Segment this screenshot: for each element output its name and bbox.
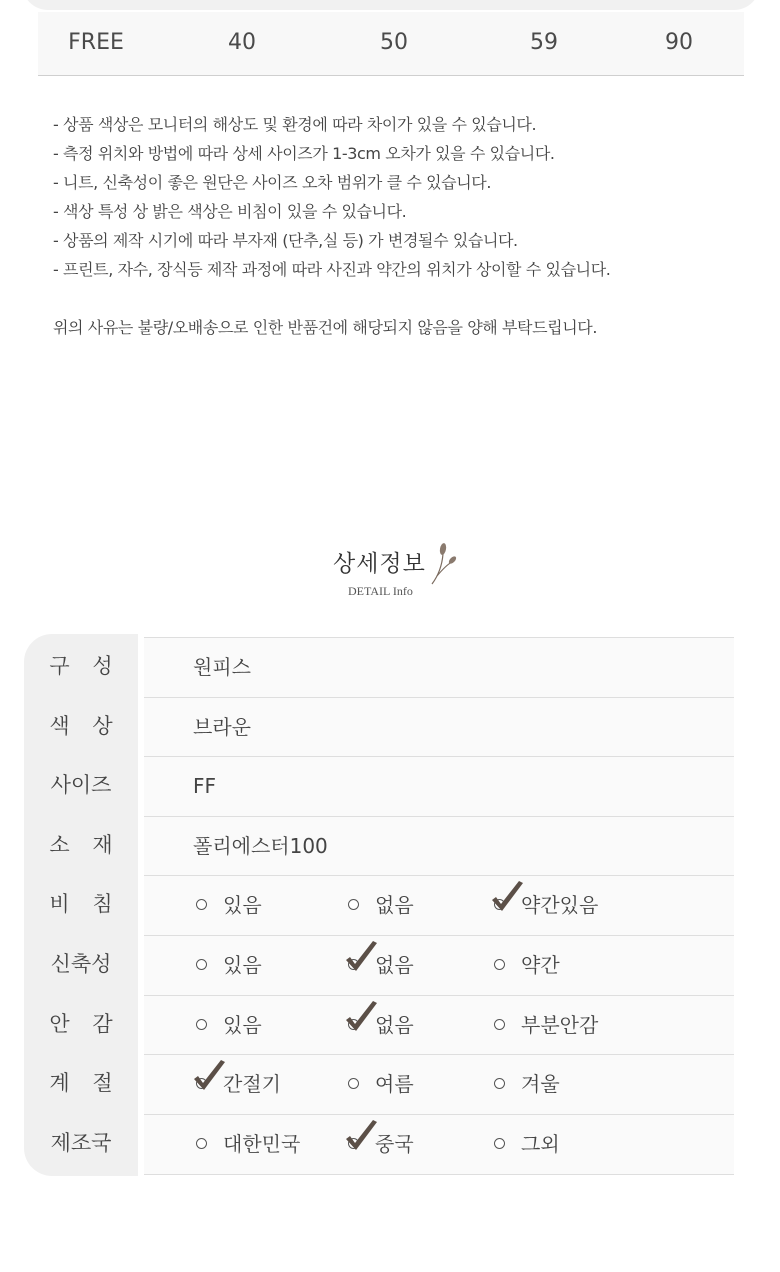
spec-value-cell: [144, 697, 734, 757]
spec-label: 신축성: [50, 951, 112, 976]
spec-label: 안 감: [49, 1011, 121, 1036]
spec-row-lining: [0, 995, 780, 1055]
spec-value: FF: [193, 774, 217, 799]
size-cell: 90: [665, 30, 693, 55]
radio-circle-icon[interactable]: [196, 959, 207, 970]
spec-value: 브라운: [193, 714, 251, 739]
spec-value: 폴리에스터100: [193, 833, 328, 858]
radio-circle-icon[interactable]: [494, 1019, 505, 1030]
option-label: 겨울: [521, 1072, 560, 1097]
spec-row-composition: [0, 637, 780, 697]
detail-title-main: 상세정보: [333, 551, 426, 577]
return-disclaimer: 위의 사유는 불량/오배송으로 인한 반품건에 해당되지 않음을 양해 부탁드립니다.: [53, 318, 598, 337]
spec-label: 색 상: [49, 713, 121, 738]
radio-circle-icon[interactable]: [196, 1138, 207, 1149]
radio-circle-icon[interactable]: [494, 1078, 505, 1089]
option-label: 대한민국: [223, 1131, 301, 1156]
spec-row-see-through: [0, 875, 780, 935]
radio-circle-icon[interactable]: [494, 1138, 505, 1149]
notice-item: - 니트, 신축성이 좋은 원단은 사이즈 오차 범위가 클 수 있습니다.: [53, 173, 492, 192]
radio-circle-icon[interactable]: [196, 899, 207, 910]
checkmark-icon: [490, 878, 524, 914]
notice-item: - 상품의 제작 시기에 따라 부자재 (단추,실 등) 가 변경될수 있습니다.: [53, 231, 518, 250]
size-cell-label: FREE: [68, 30, 124, 55]
notice-list: [53, 112, 610, 286]
option-label: 간절기: [223, 1072, 281, 1097]
size-table-row: [38, 12, 744, 76]
option-label: 없음: [375, 893, 414, 918]
spec-value: 원피스: [193, 655, 251, 679]
option-label: 그외: [521, 1131, 560, 1156]
option-label: 중국: [375, 1131, 414, 1156]
size-cell: 40: [228, 30, 256, 55]
radio-circle-icon[interactable]: [196, 1019, 207, 1030]
option-label: 약간있음: [521, 893, 599, 918]
spec-value-cell: [144, 756, 734, 816]
option-label: 있음: [223, 1012, 262, 1037]
checkmark-icon: [344, 1117, 378, 1153]
option-label: 있음: [223, 893, 262, 918]
spec-value-cell: [144, 1054, 734, 1114]
size-cell: 59: [530, 30, 558, 55]
spec-value-cell: [144, 637, 734, 697]
notice-item: - 색상 특성 상 밝은 색상은 비침이 있을 수 있습니다.: [53, 202, 407, 221]
spec-value-cell: [144, 875, 734, 935]
spec-table: [0, 637, 780, 1173]
spec-value-cell: [144, 935, 734, 995]
spec-row-stretch: [0, 935, 780, 995]
option-label: 약간: [521, 952, 560, 977]
checkmark-icon: [344, 938, 378, 974]
spec-label: 계 절: [49, 1071, 121, 1096]
option-label: 없음: [375, 1012, 414, 1037]
notice-item: - 프린트, 자수, 장식등 제작 과정에 따라 사진과 약간의 위치가 상이할 수 있습니다.: [53, 260, 611, 279]
option-label: 있음: [223, 952, 262, 977]
option-label: 여름: [375, 1072, 414, 1097]
notice-item: - 상품 색상은 모니터의 해상도 및 환경에 따라 차이가 있을 수 있습니다.: [53, 115, 537, 134]
option-label: 없음: [375, 952, 414, 977]
notice-item: - 측정 위치와 방법에 따라 상세 사이즈가 1-3cm 오차가 있을 수 있습니다.: [53, 144, 555, 163]
spec-label: 구 성: [49, 654, 121, 678]
size-cell: 50: [380, 30, 408, 55]
spec-label: 소 재: [49, 832, 121, 857]
spec-value-cell: [144, 816, 734, 876]
size-table-header-bg: [22, 0, 760, 10]
checkmark-icon: [192, 1057, 226, 1093]
sprig-icon: [428, 540, 458, 586]
spec-value-cell: [144, 1114, 734, 1175]
radio-circle-icon[interactable]: [348, 1078, 359, 1089]
spec-label: 제조국: [50, 1130, 112, 1155]
radio-circle-icon[interactable]: [348, 899, 359, 910]
detail-title-sub: DETAIL Info: [348, 584, 413, 598]
spec-row-season: [0, 1054, 780, 1114]
spec-row-color: [0, 697, 780, 757]
spec-row-size: [0, 756, 780, 816]
radio-circle-icon[interactable]: [494, 959, 505, 970]
spec-label: 비 침: [49, 892, 121, 917]
checkmark-icon: [344, 998, 378, 1034]
spec-label: 사이즈: [50, 773, 112, 798]
spec-value-cell: [144, 995, 734, 1055]
option-label: 부분안감: [521, 1012, 599, 1037]
spec-row-material: [0, 816, 780, 876]
spec-row-origin: [0, 1114, 780, 1174]
